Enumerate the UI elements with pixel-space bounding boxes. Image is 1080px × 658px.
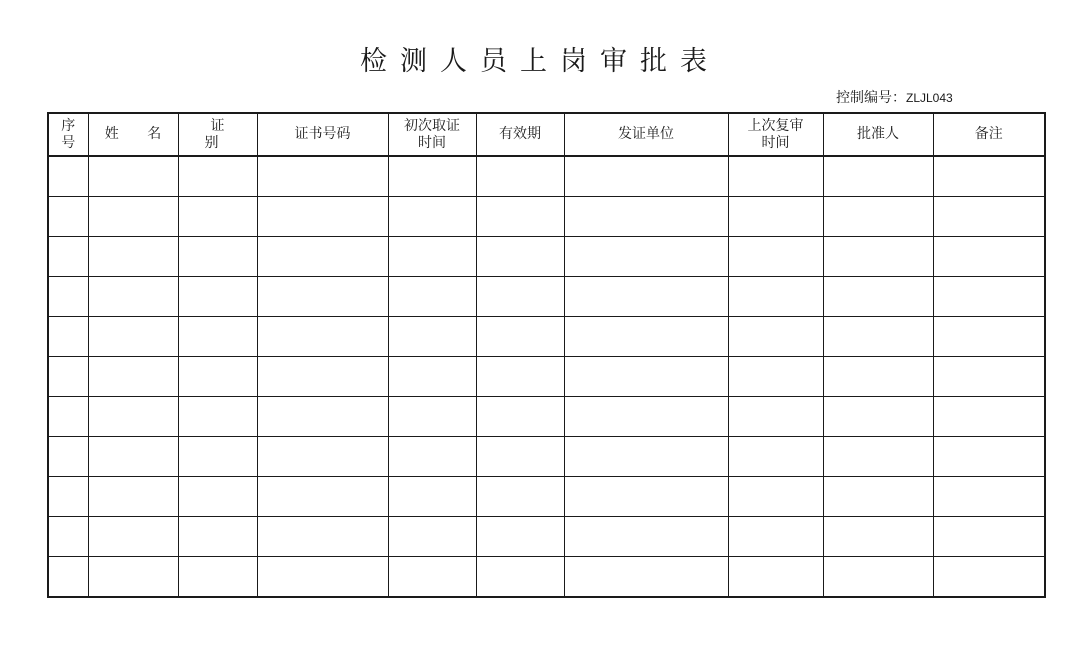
table-cell bbox=[728, 357, 823, 397]
table-cell bbox=[564, 237, 728, 277]
table-cell bbox=[48, 357, 88, 397]
header-approver: 批准人 bbox=[823, 113, 933, 156]
table-cell bbox=[476, 477, 564, 517]
table-cell bbox=[48, 477, 88, 517]
table-cell bbox=[564, 156, 728, 197]
table-cell bbox=[823, 357, 933, 397]
table-cell bbox=[257, 197, 388, 237]
table-cell bbox=[476, 397, 564, 437]
table-cell bbox=[178, 357, 257, 397]
table-cell bbox=[933, 397, 1045, 437]
table-cell bbox=[388, 277, 476, 317]
table-cell bbox=[823, 156, 933, 197]
table-cell bbox=[933, 156, 1045, 197]
table-cell bbox=[933, 437, 1045, 477]
table-cell bbox=[88, 277, 178, 317]
table-cell bbox=[933, 517, 1045, 557]
table-cell bbox=[48, 517, 88, 557]
table-cell bbox=[48, 437, 88, 477]
table-cell bbox=[564, 517, 728, 557]
header-certificate-number: 证书号码 bbox=[257, 113, 388, 156]
table-row bbox=[48, 237, 1045, 277]
table-cell bbox=[476, 237, 564, 277]
table-row bbox=[48, 437, 1045, 477]
header-validity-period: 有效期 bbox=[476, 113, 564, 156]
table-row bbox=[48, 397, 1045, 437]
table-cell bbox=[388, 197, 476, 237]
table-cell bbox=[178, 477, 257, 517]
table-cell bbox=[88, 156, 178, 197]
table-body bbox=[48, 156, 1045, 597]
table-cell bbox=[257, 477, 388, 517]
table-cell bbox=[48, 317, 88, 357]
table-cell bbox=[178, 197, 257, 237]
table-cell bbox=[178, 557, 257, 598]
table-cell bbox=[388, 156, 476, 197]
table-cell bbox=[823, 397, 933, 437]
table-cell bbox=[564, 357, 728, 397]
table-cell bbox=[728, 437, 823, 477]
table-cell bbox=[728, 397, 823, 437]
table-cell bbox=[48, 397, 88, 437]
table-cell bbox=[823, 197, 933, 237]
table-cell bbox=[933, 477, 1045, 517]
table-cell bbox=[178, 156, 257, 197]
table-cell bbox=[388, 477, 476, 517]
header-first-certification-date: 初次取证 时间 bbox=[388, 113, 476, 156]
table-cell bbox=[257, 557, 388, 598]
table-cell bbox=[564, 317, 728, 357]
table-cell bbox=[257, 277, 388, 317]
table-cell bbox=[178, 237, 257, 277]
table-cell bbox=[476, 357, 564, 397]
table-cell bbox=[476, 317, 564, 357]
approval-table bbox=[47, 112, 1046, 598]
table-row bbox=[48, 357, 1045, 397]
table-cell bbox=[728, 477, 823, 517]
table-cell bbox=[388, 357, 476, 397]
table-cell bbox=[933, 557, 1045, 598]
table-cell bbox=[933, 317, 1045, 357]
table-row bbox=[48, 317, 1045, 357]
table-cell bbox=[823, 317, 933, 357]
table-cell bbox=[388, 237, 476, 277]
table-cell bbox=[823, 277, 933, 317]
table-cell bbox=[48, 237, 88, 277]
control-number-value: ZLJL043 bbox=[906, 91, 953, 105]
form-title: 检测人员上岗审批表 bbox=[360, 46, 720, 77]
table-cell bbox=[257, 397, 388, 437]
table-cell bbox=[564, 277, 728, 317]
table-cell bbox=[257, 357, 388, 397]
table-cell bbox=[388, 557, 476, 598]
table-cell bbox=[388, 517, 476, 557]
table-cell bbox=[178, 397, 257, 437]
control-number-label: 控制编号： bbox=[836, 90, 906, 106]
table-cell bbox=[178, 517, 257, 557]
table-cell bbox=[88, 437, 178, 477]
table-cell bbox=[933, 357, 1045, 397]
table-cell bbox=[823, 557, 933, 598]
table-cell bbox=[933, 277, 1045, 317]
table-row bbox=[48, 277, 1045, 317]
table-cell bbox=[476, 557, 564, 598]
table-cell bbox=[257, 156, 388, 197]
header-issuing-authority: 发证单位 bbox=[564, 113, 728, 156]
table-cell bbox=[88, 517, 178, 557]
table-row bbox=[48, 517, 1045, 557]
table-cell bbox=[823, 517, 933, 557]
table-cell bbox=[88, 317, 178, 357]
table-cell bbox=[728, 197, 823, 237]
table-cell bbox=[476, 156, 564, 197]
header-serial-number: 序 号 bbox=[48, 113, 88, 156]
table-cell bbox=[476, 197, 564, 237]
table-cell bbox=[88, 197, 178, 237]
header-name: 姓 名 bbox=[88, 113, 178, 156]
table-cell bbox=[257, 517, 388, 557]
table-cell bbox=[48, 197, 88, 237]
control-number bbox=[836, 89, 953, 107]
table-cell bbox=[388, 437, 476, 477]
table-cell bbox=[88, 557, 178, 598]
table-cell bbox=[88, 477, 178, 517]
table-cell bbox=[257, 437, 388, 477]
table-cell bbox=[88, 357, 178, 397]
header-certificate-type: 证 别 bbox=[178, 113, 257, 156]
table-cell bbox=[728, 517, 823, 557]
table-cell bbox=[564, 197, 728, 237]
header-row bbox=[48, 113, 1045, 156]
table-row bbox=[48, 557, 1045, 598]
table-cell bbox=[48, 557, 88, 598]
table-cell bbox=[564, 437, 728, 477]
table-cell bbox=[178, 277, 257, 317]
table-cell bbox=[476, 517, 564, 557]
table-cell bbox=[728, 557, 823, 598]
table-cell bbox=[823, 437, 933, 477]
table-cell bbox=[823, 237, 933, 277]
table-cell bbox=[476, 277, 564, 317]
table-cell bbox=[48, 156, 88, 197]
table-cell bbox=[728, 317, 823, 357]
table-cell bbox=[178, 317, 257, 357]
table-row bbox=[48, 477, 1045, 517]
table-cell bbox=[564, 557, 728, 598]
header-remarks: 备注 bbox=[933, 113, 1045, 156]
table-cell bbox=[933, 197, 1045, 237]
table-cell bbox=[823, 477, 933, 517]
table-cell bbox=[564, 397, 728, 437]
table-cell bbox=[257, 317, 388, 357]
table-cell bbox=[88, 237, 178, 277]
table-cell bbox=[388, 397, 476, 437]
table-cell bbox=[257, 237, 388, 277]
table-cell bbox=[933, 237, 1045, 277]
table-cell bbox=[178, 437, 257, 477]
table-cell bbox=[88, 397, 178, 437]
table-cell bbox=[388, 317, 476, 357]
table-cell bbox=[476, 437, 564, 477]
table-row bbox=[48, 156, 1045, 197]
table-cell bbox=[728, 237, 823, 277]
table-cell bbox=[564, 477, 728, 517]
header-last-review-date: 上次复审 时间 bbox=[728, 113, 823, 156]
table-cell bbox=[728, 156, 823, 197]
table-row bbox=[48, 197, 1045, 237]
table-cell bbox=[728, 277, 823, 317]
table-cell bbox=[48, 277, 88, 317]
